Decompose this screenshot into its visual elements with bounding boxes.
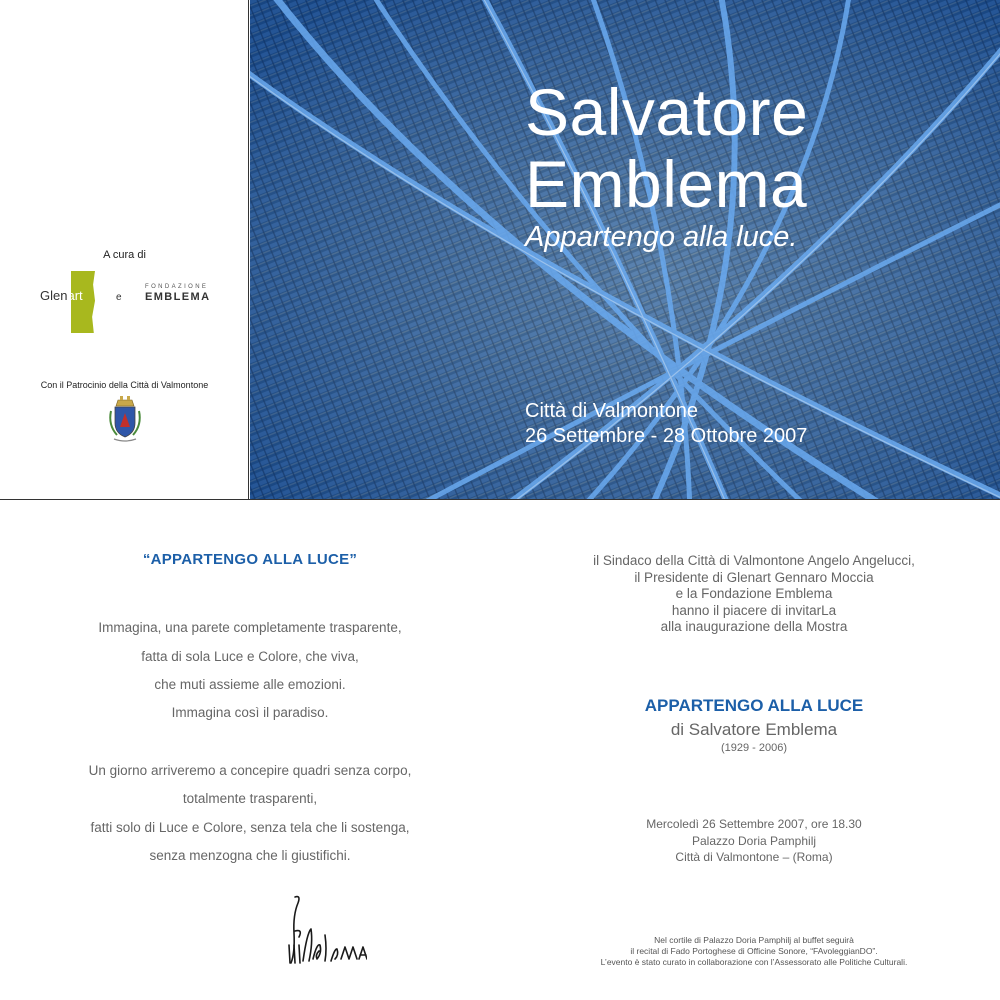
invitation-line: il Presidente di Glenart Gennaro Moccia — [634, 570, 874, 585]
poem-line: totalmente trasparenti, — [182, 791, 318, 806]
poem-line: che muti assieme alle emozioni. — [154, 677, 346, 692]
invitation-line: il Sindaco della Città di Valmontone Angelo Angelucci, — [593, 553, 915, 568]
exhibition-dates: 26 Settembre - 28 Ottobre 2007 — [525, 425, 808, 447]
and-label: e — [116, 292, 122, 303]
glenart-logo-text: Glenart — [40, 288, 83, 303]
footnote-line: L’evento è stato curato in collaborazione con l’Assessorato alle Politiche Culturali. — [600, 957, 908, 967]
footnote-line: Nel cortile di Palazzo Doria Pamphilj al buffet seguirà — [654, 935, 854, 945]
event-title: APPARTENGO ALLA LUCE — [644, 696, 864, 715]
fondazione-label: FONDAZIONE — [145, 284, 209, 290]
curated-by-label: A cura di — [103, 249, 146, 261]
artist-name-last: Emblema — [525, 147, 808, 221]
event-venue: Palazzo Doria Pamphilj — [691, 834, 817, 848]
poem-title: “APPARTENGO ALLA LUCE” — [142, 551, 358, 568]
fondazione-emblema-logo — [145, 284, 215, 303]
invitation-line: alla inaugurazione della Mostra — [660, 619, 848, 634]
exhibition-subtitle: Appartengo alla luce. — [525, 221, 798, 253]
invitation-line: e la Fondazione Emblema — [675, 586, 833, 601]
event-date-time: Mercoledì 26 Settembre 2007, ore 18.30 — [646, 817, 862, 831]
poem-line: fatta di sola Luce e Colore, che viva, — [141, 649, 359, 664]
poem-line: Un giorno arriveremo a concepire quadri senza corpo, — [88, 763, 412, 778]
glenart-logo — [38, 271, 102, 333]
city-crest-icon — [104, 393, 146, 445]
event-artist-years: (1929 - 2006) — [720, 742, 788, 754]
artist-name-first: Salvatore — [525, 75, 809, 149]
patronage-label: Con il Patrocinio della Città di Valmontone — [40, 380, 209, 390]
fold-line — [0, 499, 1000, 500]
poem-line: fatti solo di Luce e Colore, senza tela che li sostenga, — [90, 820, 410, 835]
emblema-label: EMBLEMA — [145, 291, 211, 303]
invitation-line: hanno il piacere di invitarLa — [671, 603, 837, 618]
footnote-line: il recital di Fado Portoghese di Officine Sonore, “FAvoleggianDO”. — [630, 946, 878, 956]
poem-line: Immagina così il paradiso. — [171, 705, 329, 720]
event-artist: di Salvatore Emblema — [670, 720, 838, 739]
artwork-panel — [250, 0, 1000, 499]
poem-line: Immagina, una parete completamente trasparente, — [98, 620, 402, 635]
cover-left-panel — [0, 0, 249, 499]
event-city: Città di Valmontone – (Roma) — [675, 850, 833, 864]
exhibition-place: Città di Valmontone — [525, 400, 699, 422]
poem-line: senza menzogna che li giustifichi. — [149, 848, 351, 863]
artist-signature — [283, 893, 367, 965]
